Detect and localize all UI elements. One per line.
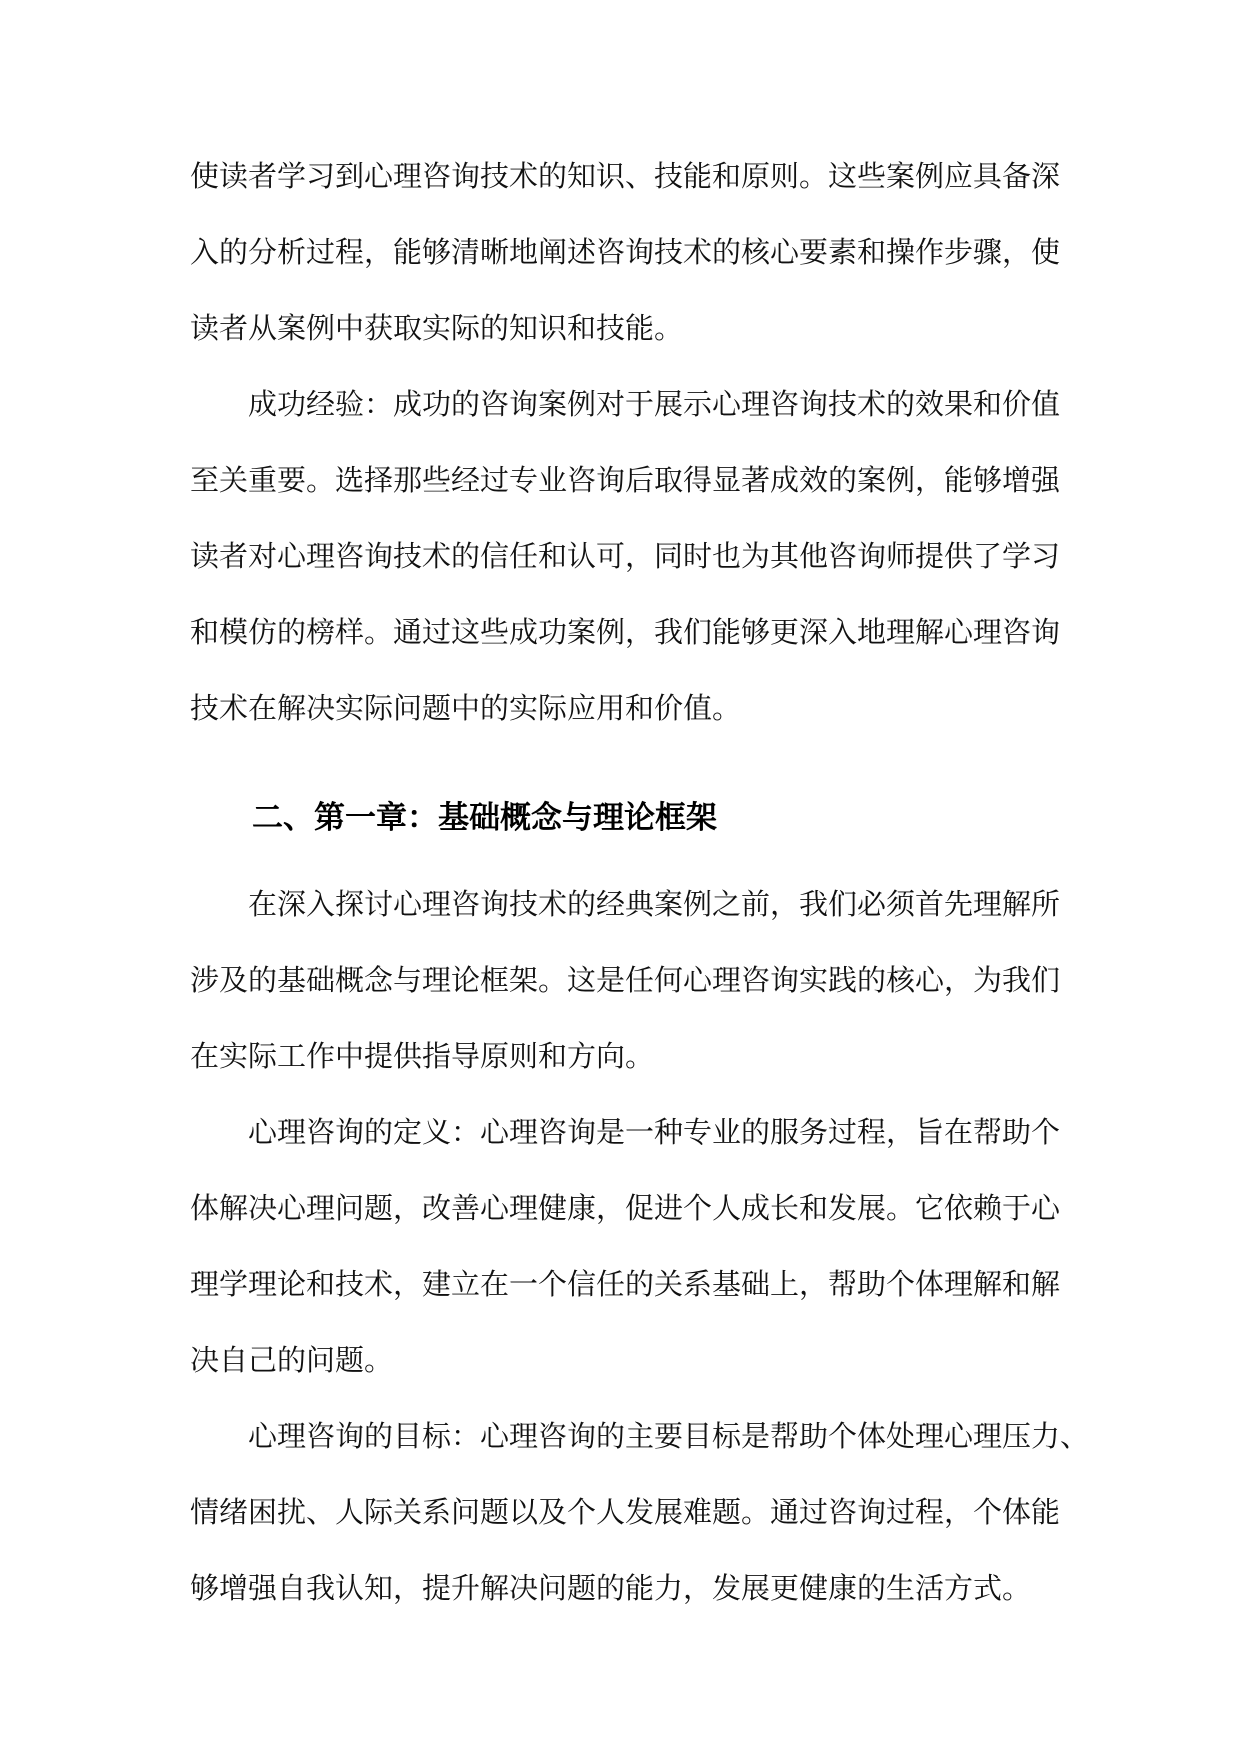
paragraph-line: 和模仿的榜样。通过这些成功案例，我们能够更深入地理解心理咨询 [190,615,1061,649]
paragraph-case-analysis [190,138,1061,366]
paragraph-line: 心理咨询的目标：心理咨询的主要目标是帮助个体处理心理压力、 [248,1419,1090,1453]
paragraph-line: 够增强自我认知，提升解决问题的能力，发展更健康的生活方式。 [190,1571,1032,1605]
paragraph-success-experience [190,366,1061,746]
paragraph-goals [190,1398,1090,1626]
paragraph-line: 在深入探讨心理咨询技术的经典案例之前，我们必须首先理解所 [248,887,1061,921]
paragraph-line: 成功经验：成功的咨询案例对于展示心理咨询技术的效果和价值 [248,387,1061,421]
paragraph-line: 体解决心理问题，改善心理健康，促进个人成长和发展。它依赖于心 [190,1191,1061,1225]
paragraph-line: 在实际工作中提供指导原则和方向。 [190,1039,655,1073]
paragraph-line: 读者对心理咨询技术的信任和认可，同时也为其他咨询师提供了学习 [190,539,1061,573]
paragraph-line: 情绪困扰、人际关系问题以及个人发展难题。通过咨询过程，个体能 [190,1495,1061,1529]
document-body [190,138,1090,1626]
chapter-heading: 二、第一章：基础概念与理论框架 [252,800,717,836]
paragraph-definition [190,1094,1061,1398]
paragraph-line: 理学理论和技术，建立在一个信任的关系基础上，帮助个体理解和解 [190,1267,1061,1301]
paragraph-line: 心理咨询的定义：心理咨询是一种专业的服务过程，旨在帮助个 [248,1115,1061,1149]
paragraph-line: 决自己的问题。 [190,1343,394,1377]
paragraph-line: 技术在解决实际问题中的实际应用和价值。 [190,691,742,725]
paragraph-line: 至关重要。选择那些经过专业咨询后取得显著成效的案例，能够增强 [190,463,1061,497]
paragraph-line: 入的分析过程，能够清晰地阐述咨询技术的核心要素和操作步骤，使 [190,235,1061,269]
paragraph-line: 读者从案例中获取实际的知识和技能。 [190,311,684,345]
paragraph-line: 涉及的基础概念与理论框架。这是任何心理咨询实践的核心，为我们 [190,963,1061,997]
paragraph-intro [190,866,1061,1094]
paragraph-line: 使读者学习到心理咨询技术的知识、技能和原则。这些案例应具备深 [190,159,1061,193]
